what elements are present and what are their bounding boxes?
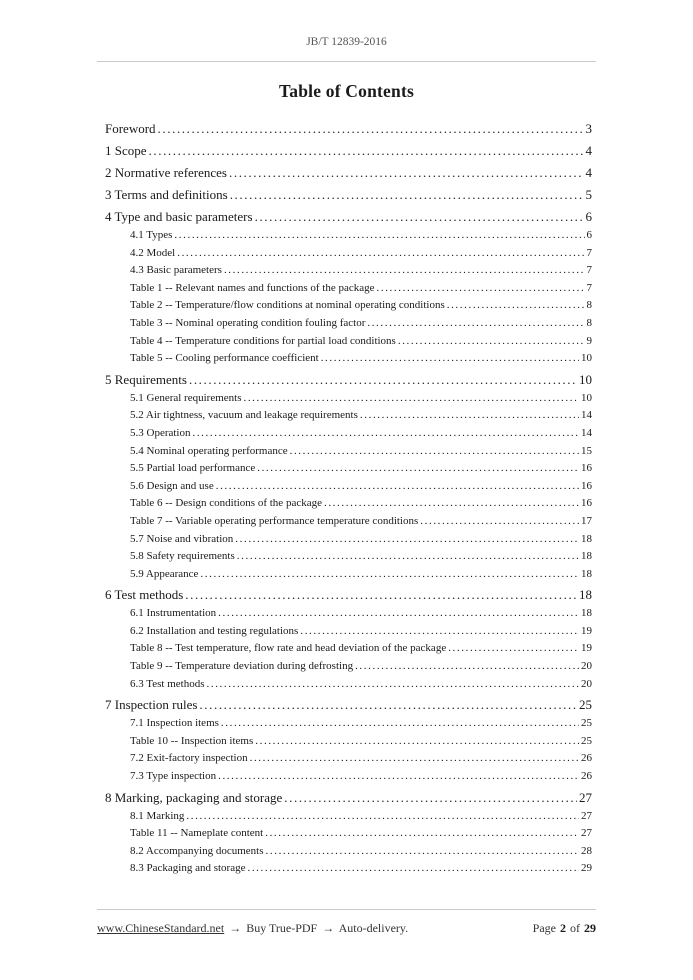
total-pages-number: 29 bbox=[584, 921, 596, 935]
toc-entry-label: 4.1 Types bbox=[130, 229, 173, 241]
toc-entry-label: 6.1 Instrumentation bbox=[130, 607, 217, 620]
toc-entry-label: 5.9 Appearance bbox=[130, 567, 199, 580]
toc-entry[interactable] bbox=[105, 750, 592, 768]
toc-entry[interactable] bbox=[105, 245, 592, 263]
toc-entry-label: 4 Type and basic parameters bbox=[105, 209, 253, 224]
toc-entry[interactable] bbox=[105, 676, 592, 694]
table-of-contents bbox=[97, 119, 596, 878]
toc-entry[interactable] bbox=[105, 715, 592, 733]
toc-dot-leader bbox=[321, 350, 579, 368]
toc-dot-leader bbox=[377, 280, 585, 298]
toc-entry[interactable] bbox=[105, 768, 592, 786]
toc-entry[interactable] bbox=[105, 370, 592, 390]
toc-entry-label: 8.3 Packaging and storage bbox=[130, 862, 246, 875]
footer-delivery-text: Auto-delivery. bbox=[338, 921, 409, 935]
toc-entry-page: 25 bbox=[581, 717, 592, 730]
toc-entry[interactable] bbox=[105, 825, 592, 843]
toc-entry-label: Table 2 -- Temperature/flow conditions at nominal operating conditions bbox=[130, 299, 445, 312]
toc-dot-leader bbox=[255, 207, 584, 227]
toc-entry[interactable] bbox=[105, 185, 592, 205]
toc-entry[interactable] bbox=[105, 623, 592, 641]
toc-dot-leader bbox=[247, 860, 579, 878]
toc-entry[interactable] bbox=[105, 788, 592, 808]
toc-entry-label: 6.3 Test methods bbox=[130, 677, 205, 690]
toc-dot-leader bbox=[284, 788, 577, 808]
toc-dot-leader bbox=[360, 407, 579, 425]
toc-entry[interactable] bbox=[105, 119, 592, 139]
toc-entry-label: Table 6 -- Design conditions of the package bbox=[130, 497, 322, 510]
toc-dot-leader bbox=[207, 676, 580, 694]
of-word: of bbox=[570, 921, 580, 935]
toc-dot-leader bbox=[243, 390, 579, 408]
toc-entry-page: 27 bbox=[581, 809, 592, 822]
toc-entry-page: 7 bbox=[586, 281, 592, 294]
toc-dot-leader bbox=[229, 163, 584, 183]
toc-entry-label: 4.2 Model bbox=[130, 246, 176, 259]
toc-entry[interactable] bbox=[105, 460, 592, 478]
toc-entry[interactable] bbox=[105, 141, 592, 161]
toc-entry[interactable] bbox=[105, 407, 592, 425]
toc-dot-leader bbox=[218, 605, 579, 623]
toc-entry[interactable] bbox=[105, 207, 592, 227]
toc-dot-leader bbox=[199, 695, 577, 715]
page-title: Table of Contents bbox=[279, 81, 414, 101]
toc-entry[interactable] bbox=[105, 658, 592, 676]
toc-entry-page: 18 bbox=[581, 607, 592, 620]
toc-entry-label: 5.8 Safety requirements bbox=[130, 550, 235, 563]
toc-entry[interactable] bbox=[105, 513, 592, 531]
toc-entry-page: 8 bbox=[586, 316, 592, 329]
toc-dot-leader bbox=[185, 585, 577, 605]
toc-entry[interactable] bbox=[105, 548, 592, 566]
toc-entry-label: 6.2 Installation and testing regulations bbox=[130, 624, 299, 637]
toc-entry-label: 5 Requirements bbox=[105, 371, 187, 387]
toc-entry[interactable] bbox=[105, 808, 592, 826]
toc-dot-leader bbox=[257, 460, 579, 478]
toc-entry-label: Foreword bbox=[105, 121, 156, 136]
toc-dot-leader bbox=[367, 315, 584, 333]
toc-entry-page: 9 bbox=[586, 334, 592, 347]
toc-dot-leader bbox=[158, 119, 584, 139]
toc-entry-page: 26 bbox=[581, 752, 592, 765]
toc-entry-page: 7 bbox=[586, 246, 592, 259]
toc-dot-leader bbox=[255, 733, 579, 751]
toc-entry-label: 2 Normative references bbox=[105, 165, 227, 180]
toc-entry-page: 6 bbox=[585, 209, 592, 224]
toc-entry[interactable] bbox=[105, 315, 592, 333]
toc-dot-leader bbox=[216, 478, 579, 496]
toc-entry-page: 14 bbox=[581, 426, 592, 439]
toc-entry-page: 19 bbox=[581, 624, 592, 637]
toc-entry-page: 16 bbox=[581, 462, 592, 475]
toc-entry-page: 18 bbox=[581, 567, 592, 580]
toc-entry-page: 18 bbox=[579, 587, 592, 603]
toc-entry-page: 15 bbox=[581, 444, 592, 457]
toc-entry-page: 5 bbox=[585, 187, 592, 202]
header-divider bbox=[97, 61, 596, 62]
toc-entry-label: 5.6 Design and use bbox=[130, 479, 214, 492]
toc-entry[interactable] bbox=[105, 443, 592, 461]
toc-dot-leader bbox=[448, 640, 579, 658]
toc-entry-label: Table 9 -- Temperature deviation during defrosting bbox=[130, 660, 354, 673]
toc-entry[interactable] bbox=[105, 640, 592, 658]
toc-entry[interactable] bbox=[105, 733, 592, 751]
toc-entry[interactable] bbox=[105, 350, 592, 368]
footer-info bbox=[97, 921, 408, 936]
toc-dot-leader bbox=[235, 531, 579, 549]
toc-entry[interactable] bbox=[105, 297, 592, 315]
toc-entry-label: Table 11 -- Nameplate content bbox=[130, 827, 264, 840]
toc-entry[interactable] bbox=[105, 495, 592, 513]
toc-entry-label: 8.1 Marking bbox=[130, 809, 185, 822]
toc-entry-page: 27 bbox=[579, 789, 592, 805]
toc-entry-page: 29 bbox=[581, 862, 592, 875]
toc-dot-leader bbox=[290, 443, 579, 461]
toc-entry-page: 10 bbox=[581, 391, 592, 404]
toc-entry-page: 25 bbox=[579, 697, 592, 713]
toc-entry-page: 17 bbox=[581, 514, 592, 527]
toc-entry-label: 1 Scope bbox=[105, 143, 147, 158]
toc-entry-page: 16 bbox=[581, 497, 592, 510]
toc-dot-leader bbox=[300, 623, 579, 641]
toc-entry-label: Table 8 -- Test temperature, flow rate and head deviation of the package bbox=[130, 642, 447, 655]
toc-entry-label: 8 Marking, packaging and storage bbox=[105, 789, 283, 805]
toc-entry[interactable] bbox=[105, 566, 592, 584]
toc-dot-leader bbox=[230, 185, 584, 205]
toc-dot-leader bbox=[447, 297, 585, 315]
toc-entry-page: 6 bbox=[586, 229, 592, 241]
toc-entry-page: 10 bbox=[579, 371, 592, 387]
toc-entry[interactable] bbox=[105, 605, 592, 623]
toc-entry-label: 7.1 Inspection items bbox=[130, 717, 219, 730]
toc-entry-page: 4 bbox=[585, 143, 592, 158]
toc-entry[interactable] bbox=[105, 333, 592, 351]
toc-entry-label: 8.2 Accompanying documents bbox=[130, 844, 264, 857]
toc-entry-label: 4.3 Basic parameters bbox=[130, 264, 222, 277]
toc-entry-page: 4 bbox=[585, 165, 592, 180]
toc-entry[interactable] bbox=[105, 843, 592, 861]
toc-entry-label: 3 Terms and definitions bbox=[105, 187, 228, 202]
page-word: Page bbox=[532, 921, 556, 935]
toc-entry-page: 16 bbox=[581, 479, 592, 492]
toc-entry[interactable] bbox=[105, 478, 592, 496]
toc-dot-leader bbox=[192, 425, 579, 443]
toc-entry[interactable] bbox=[105, 695, 592, 715]
toc-entry-label: 5.2 Air tightness, vacuum and leakage requirements bbox=[130, 409, 358, 422]
toc-entry[interactable] bbox=[105, 280, 592, 298]
right-arrow-icon: → bbox=[229, 921, 242, 935]
toc-entry-page: 10 bbox=[581, 352, 592, 365]
toc-entry-label: 6 Test methods bbox=[105, 587, 184, 603]
toc-entry-label: Table 7 -- Variable operating performance temperature conditions bbox=[130, 514, 419, 527]
toc-entry-label: Table 1 -- Relevant names and functions of the package bbox=[130, 281, 375, 294]
toc-dot-leader bbox=[177, 245, 584, 263]
toc-entry-label: Table 3 -- Nominal operating condition fouling factor bbox=[130, 316, 366, 329]
toc-entry-page: 26 bbox=[581, 770, 592, 783]
toc-dot-leader bbox=[398, 333, 585, 351]
toc-entry[interactable] bbox=[105, 860, 592, 878]
page-footer bbox=[97, 921, 596, 936]
toc-entry-page: 20 bbox=[581, 677, 592, 690]
toc-entry-label: 5.7 Noise and vibration bbox=[130, 532, 234, 545]
toc-entry-label: Table 4 -- Temperature conditions for partial load conditions bbox=[130, 334, 396, 347]
toc-dot-leader bbox=[186, 808, 579, 826]
toc-dot-leader bbox=[420, 513, 579, 531]
toc-entry-label: 5.1 General requirements bbox=[130, 391, 242, 404]
doc-number: JB/T 12839-2016 bbox=[306, 36, 387, 48]
footer-divider bbox=[97, 909, 596, 910]
toc-dot-leader bbox=[218, 768, 579, 786]
doc-header bbox=[97, 36, 596, 52]
toc-dot-leader bbox=[266, 843, 579, 861]
toc-entry-label: 5.3 Operation bbox=[130, 426, 191, 439]
website-link[interactable]: www.ChineseStandard.net bbox=[97, 921, 225, 935]
toc-dot-leader bbox=[174, 227, 584, 245]
toc-entry-page: 3 bbox=[585, 121, 592, 136]
toc-entry-page: 7 bbox=[586, 264, 592, 277]
toc-entry-label: Table 5 -- Cooling performance coefficient bbox=[130, 352, 319, 365]
toc-dot-leader bbox=[200, 566, 579, 584]
page-indicator bbox=[532, 921, 596, 936]
footer-buy-text: Buy True-PDF bbox=[246, 921, 318, 935]
toc-entry-label: Table 10 -- Inspection items bbox=[130, 734, 254, 747]
toc-entry-label: 7.3 Type inspection bbox=[130, 770, 217, 783]
toc-entry-page: 20 bbox=[581, 660, 592, 673]
toc-entry-page: 18 bbox=[581, 532, 592, 545]
toc-entry[interactable] bbox=[105, 163, 592, 183]
toc-entry-page: 25 bbox=[581, 734, 592, 747]
right-arrow-icon: → bbox=[322, 921, 335, 935]
toc-entry-label: 5.4 Nominal operating performance bbox=[130, 444, 288, 457]
toc-dot-leader bbox=[265, 825, 579, 843]
toc-dot-leader bbox=[221, 715, 579, 733]
toc-entry[interactable] bbox=[105, 531, 592, 549]
toc-entry-label: 5.5 Partial load performance bbox=[130, 462, 256, 475]
toc-entry[interactable] bbox=[105, 425, 592, 443]
toc-entry-page: 8 bbox=[586, 299, 592, 312]
toc-entry-label: 7 Inspection rules bbox=[105, 697, 198, 713]
toc-entry-page: 28 bbox=[581, 844, 592, 857]
toc-dot-leader bbox=[237, 548, 579, 566]
toc-entry-page: 27 bbox=[581, 827, 592, 840]
toc-entry[interactable] bbox=[105, 227, 592, 245]
toc-dot-leader bbox=[324, 495, 579, 513]
toc-dot-leader bbox=[355, 658, 579, 676]
toc-dot-leader bbox=[149, 141, 584, 161]
toc-entry[interactable] bbox=[105, 585, 592, 605]
toc-entry[interactable] bbox=[105, 262, 592, 280]
current-page-number: 2 bbox=[560, 921, 566, 935]
toc-entry-page: 18 bbox=[581, 550, 592, 563]
toc-dot-leader bbox=[224, 262, 585, 280]
toc-dot-leader bbox=[250, 750, 579, 768]
toc-entry[interactable] bbox=[105, 390, 592, 408]
toc-dot-leader bbox=[189, 370, 577, 390]
toc-entry-page: 19 bbox=[581, 642, 592, 655]
toc-entry-page: 14 bbox=[581, 409, 592, 422]
toc-entry-label: 7.2 Exit-factory inspection bbox=[130, 752, 248, 765]
